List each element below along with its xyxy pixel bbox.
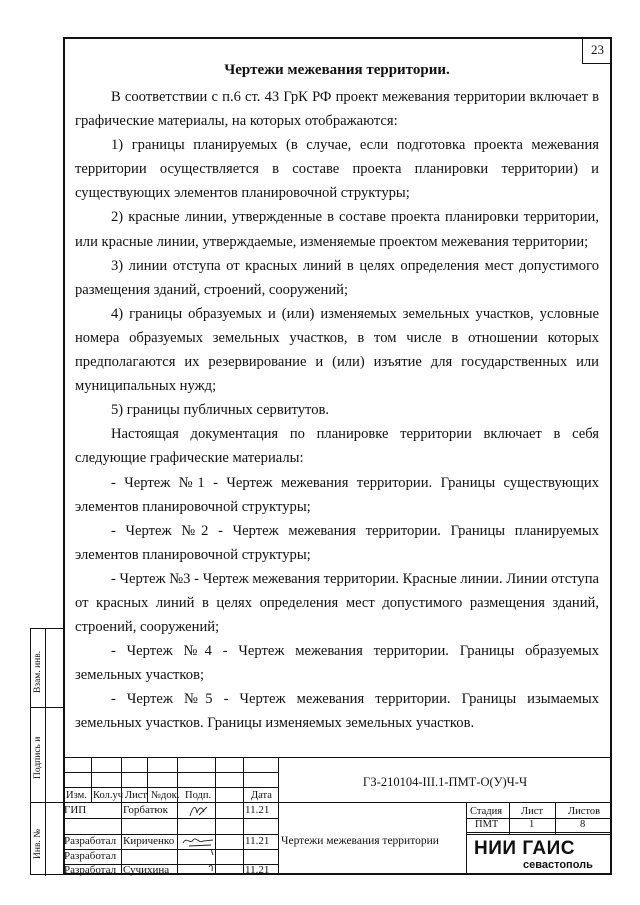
row-date-2: 11.21: [245, 835, 270, 847]
paragraph-intro: В соответствии с п.6 ст. 43 ГрК РФ проект межевания территории включает в графические материалы, на которых отображаются:: [75, 89, 599, 130]
header-kol-uch: Кол.уч: [93, 790, 123, 801]
signature-gip: [187, 803, 211, 819]
organization-logo: НИИ ГАИС: [474, 838, 575, 859]
paragraph-drawing-2: - Чертеж №2 - Чертеж межевания территории. Границы планируемых элементов планировочной структуры;: [75, 522, 599, 563]
organization-city: севастополь: [523, 859, 593, 871]
header-data: Дата: [251, 790, 272, 801]
document-body: [75, 52, 599, 736]
paragraph-drawing-3: - Чертеж №3 - Чертеж межевания территории. Красные линии. Линии отступа от красных линий в целях определения мест допустимого размещения зданий, строений, сооружений;: [75, 570, 599, 636]
stage-label: Стадия: [470, 806, 503, 817]
paragraph-materials-intro: Настоящая документация по планировке территории включает в себя следующие графические материалы:: [75, 426, 599, 467]
side-label-podpis: Подпись и: [33, 736, 43, 779]
header-podp: Подп.: [185, 790, 212, 801]
row-role-razrabotal-2: Разработал: [64, 850, 117, 862]
list-label: Лист: [521, 806, 543, 817]
document-title: Чертежи межевания территории.: [224, 62, 450, 78]
header-izm: Изм.: [66, 790, 87, 801]
paragraph-drawing-5: - Чертеж №5 - Чертеж межевания территории. Границы изымаемых земельных участков. Границы изменяемых земельных участков.: [75, 691, 599, 732]
row-name-gorbatyuk: Горбатюк: [123, 804, 168, 816]
paragraph-item-1: 1) границы планируемых (в случае, если подготовка проекта межевания территории осуществляется в составе проекта планировки территории) и существующих элементов планировочной структуры;: [75, 137, 599, 202]
list-value: 1: [529, 819, 535, 830]
page-number: 23: [582, 37, 612, 64]
row-role-razrabotal-1: Разработал: [64, 835, 117, 847]
side-label-vzam: Взам. инв.: [33, 650, 43, 693]
row-date-4: 11.21: [245, 864, 270, 876]
sheet-title: Чертежи межевания территории: [281, 835, 439, 847]
header-list: Лист: [125, 790, 147, 801]
paragraph-drawing-1: - Чертеж №1 - Чертеж межевания территории. Границы существующих элементов планировочной структуры;: [75, 474, 599, 515]
lists-label: Листов: [568, 806, 601, 817]
paragraph-item-5: 5) границы публичных сервитутов.: [111, 402, 330, 419]
row-date-1: 11.21: [245, 804, 270, 816]
side-stamp: [30, 628, 63, 875]
paragraph-drawing-4: - Чертеж №4 - Чертеж межевания территории. Границы образуемых земельных участков;: [75, 643, 599, 684]
side-label-inv: Инв. №: [33, 828, 43, 859]
title-block: [63, 757, 612, 875]
row-name-kirichenko: Кириченко: [123, 835, 175, 847]
paragraph-item-3: 3) линии отступа от красных линий в целях определения мест допустимого размещения зданий, строений, сооружений;: [75, 257, 599, 298]
header-ndok: №док.: [151, 790, 180, 801]
paragraph-item-4: 4) границы образуемых и (или) изменяемых земельных участков, условные номера образуемых земельных участков, в том числе в отношении которых предполагаются их резервирование и (или) изъятие для государственных или муниципальных нужд;: [75, 305, 599, 395]
paragraph-item-2: 2) красные линии, утвержденные в составе проекта планировки территории, или красные линии, утверждаемые, изменяемые проектом межевания территории;: [75, 209, 599, 250]
row-role-razrabotal-3: Разработал: [64, 864, 117, 876]
lists-value: 8: [580, 819, 586, 830]
stage-value: ПМТ: [475, 819, 499, 830]
row-role-gip: ГИП: [64, 804, 87, 816]
document-code: ГЗ-210104-III.1-ПМТ-О(У)Ч-Ч: [362, 775, 528, 789]
row-name-suchikhina: Сучихина: [123, 864, 170, 876]
signature-suchikhina: [203, 847, 221, 873]
